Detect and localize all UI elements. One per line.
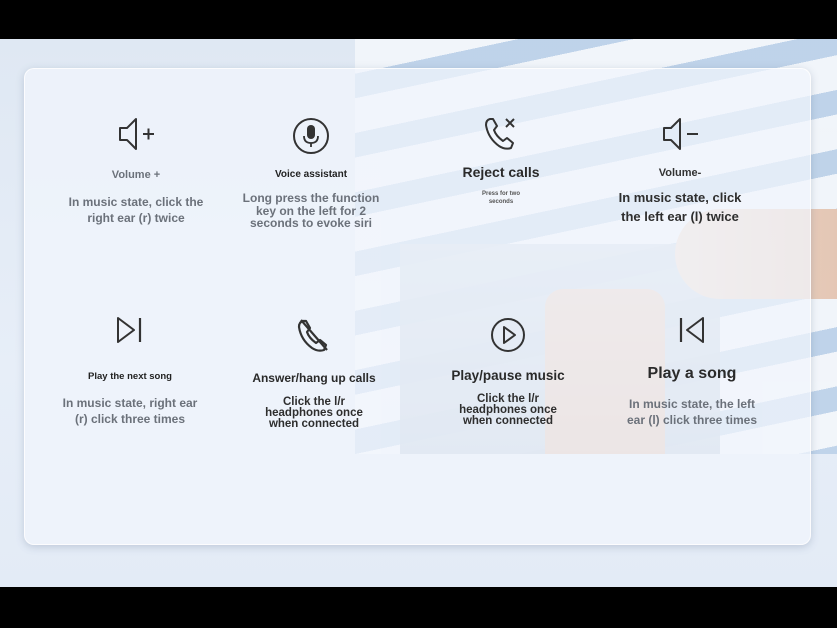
feature-volume-down (610, 116, 750, 227)
answer-calls-desc: Click the l/r headphones once when connected (265, 396, 363, 430)
reject-calls-title: Reject calls (462, 164, 540, 180)
feature-answer-calls (238, 316, 390, 430)
feature-reject-calls (441, 114, 561, 206)
play-icon (436, 316, 580, 354)
volume-down-desc: In music state, click the left ear (l) twice (618, 190, 742, 224)
microphone-icon (236, 116, 386, 156)
voice-assistant-desc: Long press the function key on the left for 2 seconds to evoke siri (242, 191, 380, 231)
feature-volume-up (56, 116, 216, 226)
voice-assistant-title: Voice assistant (274, 169, 348, 180)
previous-song-desc: In music state, the left ear (l) click three times (626, 397, 758, 427)
next-track-icon (60, 315, 200, 345)
reject-call-icon (441, 114, 561, 154)
reject-calls-desc: Press for two seconds (481, 191, 520, 205)
feature-previous-song (618, 315, 766, 428)
play-pause-title: Play/pause music (451, 368, 565, 383)
previous-song-title: Play a song (647, 365, 737, 382)
feature-play-pause (436, 316, 580, 427)
volume-down-title: Volume- (658, 167, 702, 179)
answer-calls-title: Answer/hang up calls (252, 371, 376, 385)
play-pause-desc: Click the l/r headphones once when connected (459, 393, 557, 427)
next-song-title: Play the next song (88, 371, 172, 382)
phone-icon (238, 316, 390, 356)
feature-next-song (60, 315, 200, 427)
volume-up-desc: In music state, click the right ear (r) twice (68, 195, 204, 225)
previous-track-icon (618, 315, 766, 345)
volume-up-icon (56, 116, 216, 152)
feature-voice-assistant (236, 116, 386, 230)
volume-up-title: Volume + (111, 169, 161, 181)
volume-down-icon (610, 116, 750, 152)
next-song-desc: In music state, right ear (r) click three times (62, 396, 198, 426)
